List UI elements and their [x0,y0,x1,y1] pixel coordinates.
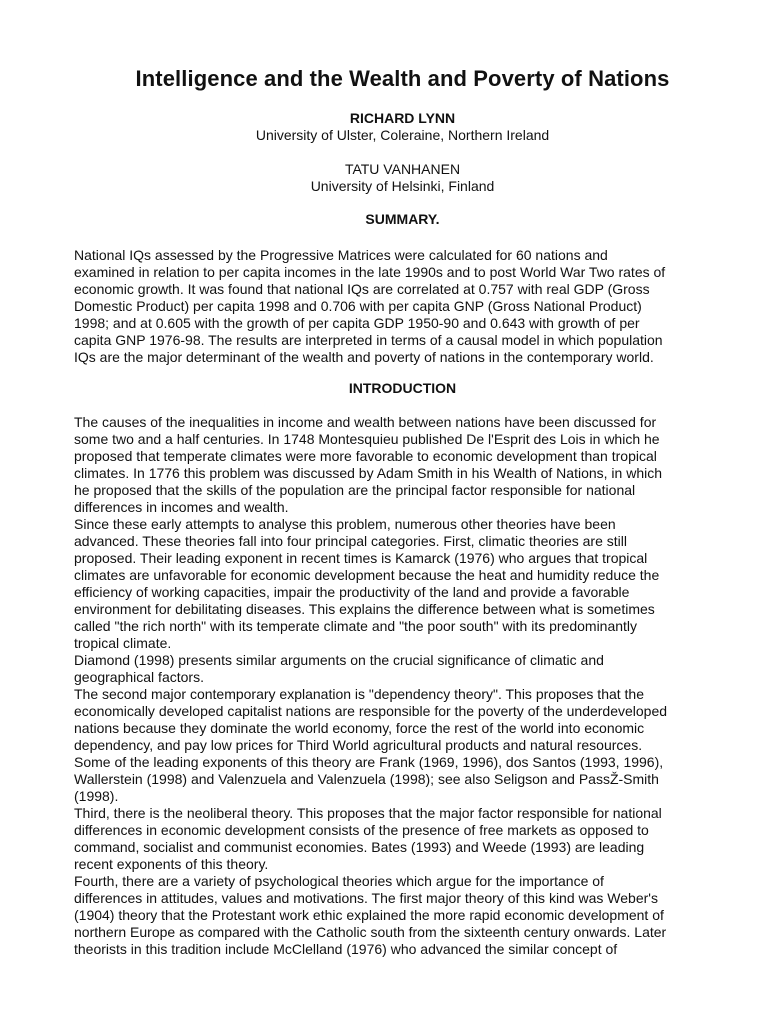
introduction-text-line: dependency, and pay low prices for Third World agricultural products and natural resources. [74,737,643,753]
introduction-text-line: recent exponents of this theory. [74,856,269,872]
introduction-text-line: climates. In 1776 this problem was discussed by Adam Smith in his Wealth of Nations, in which [74,465,663,481]
introduction-text-line: environment for debilitating diseases. This explains the difference between what is sometimes [74,601,655,617]
introduction-text-line: theorists in this tradition include McClelland (1976) who advanced the similar concept of [74,941,618,957]
introduction-text-line: differences in economic development consists of the presence of free markets as opposed to [74,822,649,838]
introduction-text-line: The causes of the inequalities in income and wealth between nations have been discussed for [74,414,657,430]
introduction-text-line: some two and a half centuries. In 1748 Montesquieu published De l'Esprit des Lois in which he [74,431,660,447]
introduction-heading: INTRODUCTION [348,380,457,396]
introduction-text-line: differences in incomes and wealth. [74,499,289,515]
introduction-text-line: differences in attitudes, values and motivations. The first major theory of this kind was Weber's [74,890,658,906]
summary-text-line: National IQs assessed by the Progressive Matrices were calculated for 60 nations and [74,247,608,263]
introduction-body [74,414,734,958]
author-affiliation: University of Helsinki, Finland [310,178,495,194]
introduction-text-line: Wallerstein (1998) and Valenzuela and Valenzuela (1998); see also Seligson and PassŽ-Smith [74,771,659,787]
introduction-text-line: nations because they dominate the world economy, force the rest of the world into economic [74,720,645,736]
introduction-text-line: Some of the leading exponents of this theory are Frank (1969, 1996), dos Santos (1993, 1996), [74,754,664,770]
introduction-text-line: (1998). [74,788,119,804]
author-affiliation: University of Ulster, Coleraine, Northern Ireland [255,127,550,143]
introduction-text-line: climates are unfavorable for economic development because the heat and humidity reduce the [74,567,660,583]
introduction-text-line: geographical factors. [74,669,204,685]
summary-text-line: examined in relation to per capita incomes in the late 1990s and to post World War Two rates of [74,264,666,280]
summary-text-line: IQs are the major determinant of the wealth and poverty of nations in the contemporary world. [74,349,654,365]
summary-text-line: 1998; and at 0.605 with the growth of per capita GDP 1950-90 and 0.643 with growth of per [74,315,640,331]
introduction-text-line: proposed. Their leading exponent in recent times is Kamarck (1976) who argues that tropical [74,550,648,566]
introduction-text-line: The second major contemporary explanation is "dependency theory". This proposes that the [74,686,645,702]
introduction-text-line: called "the rich north" with its temperate climate and "the poor south" with its predominantly [74,618,638,634]
introduction-text-line: advanced. These theories fall into four principal categories. First, climatic theories are still [74,533,627,549]
summary-paragraph [74,247,734,366]
introduction-text-line: Since these early attempts to analyse this problem, numerous other theories have been [74,516,616,532]
introduction-text-line: (1904) theory that the Protestant work ethic explained the more rapid economic development of [74,907,664,923]
summary-text-line: Domestic Product) per capita 1998 and 0.706 with per capita GNP (Gross National Product) [74,298,642,314]
introduction-text-line: command, socialist and communist economies. Bates (1993) and Weede (1993) are leading [74,839,645,855]
author-name: TATU VANHANEN [344,161,461,177]
introduction-text-line: proposed that temperate climates were more favorable to economic development than tropical [74,448,657,464]
introduction-text-line: Diamond (1998) presents similar arguments on the crucial significance of climatic and [74,652,604,668]
introduction-text-line: Fourth, there are a variety of psychological theories which argue for the importance of [74,873,604,889]
introduction-text-line: economically developed capitalist nations are responsible for the poverty of the underdeveloped [74,703,668,719]
paper-title: Intelligence and the Wealth and Poverty of Nations [135,66,670,91]
introduction-text-line: tropical climate. [74,635,172,651]
summary-text-line: economic growth. It was found that national IQs are correlated at 0.757 with real GDP (Gross [74,281,650,297]
introduction-text-line: Third, there is the neoliberal theory. This proposes that the major factor responsible for national [74,805,662,821]
summary-text-line: capita GNP 1976-98. The results are interpreted in terms of a causal model in which population [74,332,663,348]
summary-heading: SUMMARY. [365,211,440,227]
introduction-text-line: efficiency of working capacities, impair the productivity of the land and provide a favorable [74,584,630,600]
introduction-text-line: he proposed that the skills of the population are the principal factor responsible for national [74,482,636,498]
introduction-text-line: northern Europe as compared with the Catholic south from the sixteenth century onwards. Later [74,924,667,940]
author-name: RICHARD LYNN [349,110,456,126]
